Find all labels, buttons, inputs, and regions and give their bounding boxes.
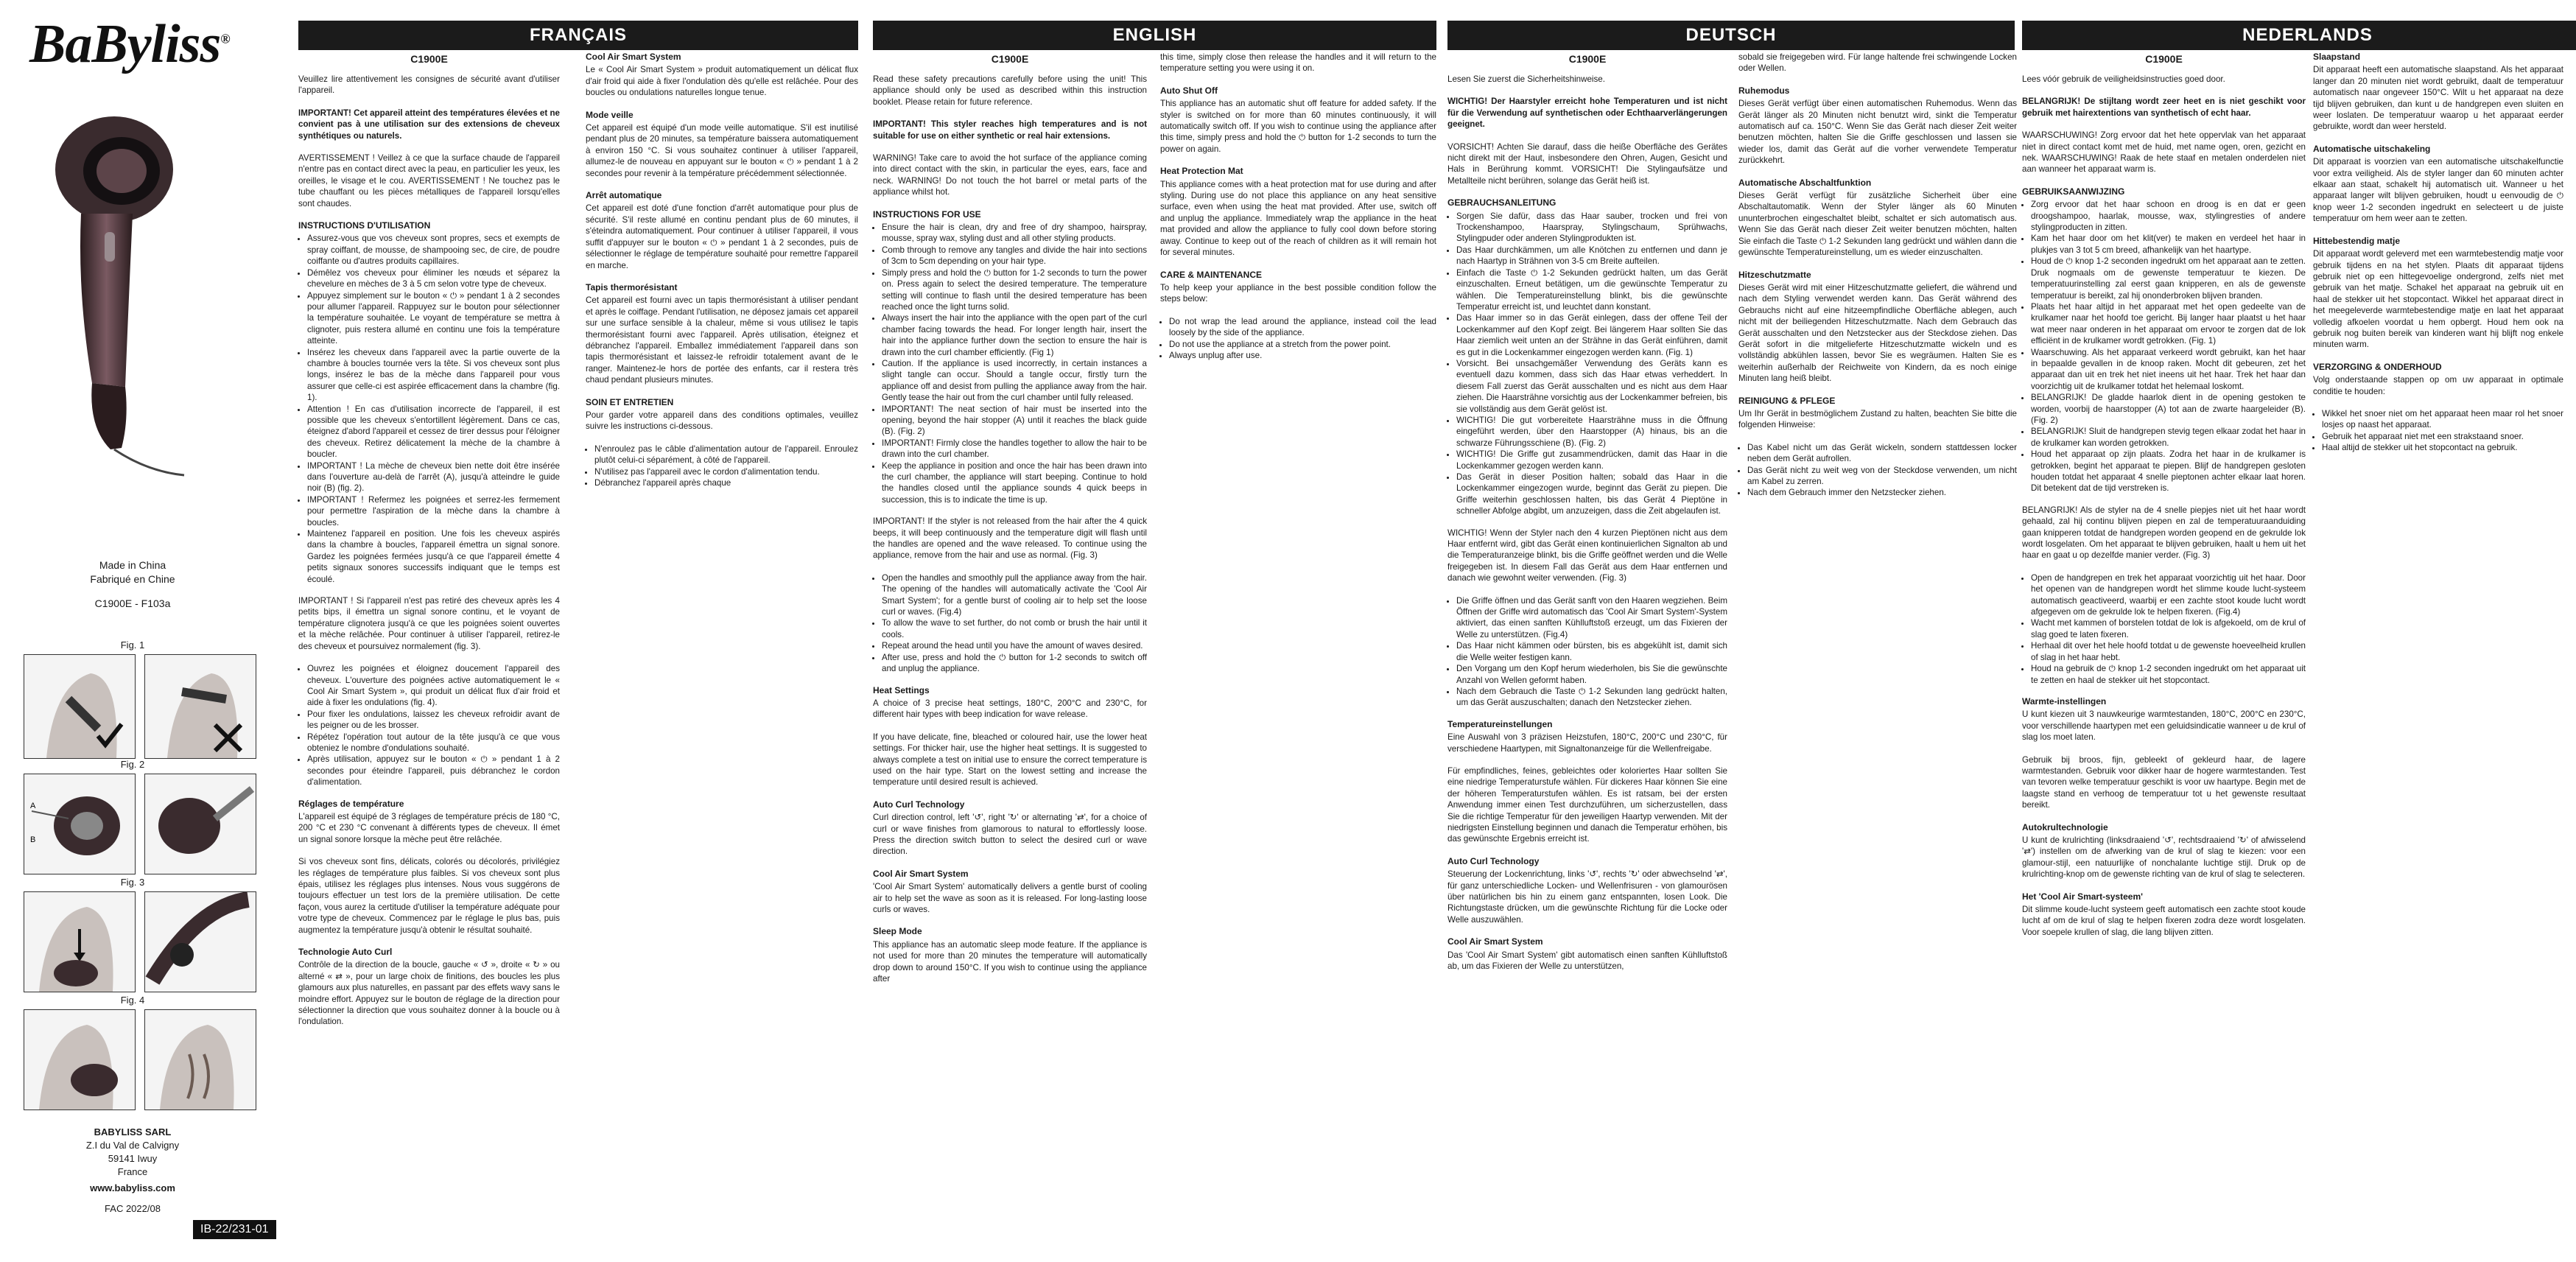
paragraph: Dieses Gerät wird mit einer Hitzeschutzmatte geliefert, die während und nach dem Styling verwendet werden kann. Das Gerät während des Gebrauchs nicht auf eine hitzeempfindliche Oberfläche ablegen, auch nicht mit der beiliegenden Hitzeschutzmatte. Nach dem Gebrauch das Gerät ausschalten und den Netzstecker aus der Steckdose ziehen. Das Gerät sofort in die mitgelieferte Hitzeschutzmatte wickeln und es vollständig abkühlen lassen, bevor Sie es wegräumen. Halten Sie es weiterhin außerhalb der Reichweite von Kindern, da es noch einige Minuten lang heiß bleibt.	[1738, 282, 2017, 384]
paragraph: Lees vóór gebruik de veiligheidsinstructies goed door.	[2022, 74, 2225, 84]
paragraph: Dit apparaat heeft een automatische slaapstand. Als het apparaat langer dan 20 minuten niet wordt gebruikt, daalt de temperatuur automatisch naar ongeveer 150°C. Wilt u het apparaat na deze tijd blijven gebruiken, dan kunt u de handgrepen even sluiten en weer loslaten. De temperatuur waarop u het apparaat eerder gebruikte, wordt dan weer hersteld.	[2313, 65, 2563, 132]
address-line-3: France	[117, 1166, 148, 1177]
text-column	[2313, 52, 2563, 464]
paragraph: A choice of 3 precise heat settings, 180°C, 200°C and 230°C, for different hair types with beep indication for wave release.	[873, 698, 1147, 720]
svg-text:A: A	[30, 802, 36, 810]
section-heading: Tapis thermorésistant	[586, 281, 678, 292]
language-header-deutsch: DEUTSCH	[1447, 21, 2015, 50]
section-heading: Arrêt automatique	[586, 190, 662, 201]
address-line-1: Z.I du Val de Calvigny	[85, 1140, 180, 1151]
paragraph: Contrôle de la direction de la boucle, gauche « ↺ », droite « ↻ » ou alterné « ⇄ », pour un large choix de finitions, des boucles les plus glamours aux plus naturelles, en passant par des effets wavy sans le moindre effort. Appuyez sur le bouton de réglage de la direction pour sélectionner la direction que vous souhaitez donner à la boucle ou à l'ondulation.	[298, 960, 560, 1027]
address-line-2: 59141 Iwuy	[108, 1153, 158, 1164]
section-heading: Ruhemodus	[1738, 85, 1790, 96]
list-item: • IMPORTANT ! La mèche de cheveux bien nette doit être insérée dans l'ouverture au-delà de l'arrêt (A), jusqu'à atteindre le guide noir (B) (fig. 2).	[307, 460, 560, 494]
model-number: C1900E	[410, 53, 448, 65]
text-column	[2022, 74, 2306, 949]
list-item: • Kam het haar door om het klit(ver) te maken en verdeel het haar in plukjes van 3 tot 5 cm breed, afhankelijk van het haartype.	[2031, 233, 2306, 256]
section-heading: Sleep Mode	[873, 926, 922, 937]
paragraph: U kunt kiezen uit 3 nauwkeurige warmtestanden, 180°C, 200°C en 230°C, voor verschillende haartypen met een geluidsindicatie wanneer u de krul of slag los moet laten.	[2022, 709, 2306, 743]
section-heading: INSTRUCTIONS D'UTILISATION	[298, 220, 431, 231]
section-heading: Temperatureinstellungen	[1447, 718, 1553, 729]
text-column	[1738, 52, 2017, 509]
list-item: • IMPORTANT! Firmly close the handles together to allow the hair to be drawn into the curl chamber.	[882, 438, 1147, 460]
list-item: • Comb through to remove any tangles and divide the hair into sections of 3cm to 5cm depending on your hair type.	[882, 245, 1147, 267]
list-item: • Wikkel het snoer niet om het apparaat heen maar rol het snoer losjes op naast het apparaat.	[2322, 408, 2563, 431]
section-heading: Cool Air Smart System	[586, 52, 681, 62]
text-column	[298, 74, 560, 1039]
model-number: C1900E	[991, 53, 1029, 65]
fig-1-label: Fig. 1	[120, 639, 145, 651]
fig-2b-image	[144, 774, 256, 874]
website: www.babyliss.com	[90, 1182, 175, 1193]
important-notice: IMPORTANT! This styler reaches high temperatures and is not suitable for use on either synthetic or real hair extensions.	[873, 119, 1147, 141]
paragraph: this time, simply close then release the handles and it will return to the temperature setting you were using it on.	[1160, 52, 1436, 74]
list-item: • Houd na gebruik de ⏻ knop 1-2 seconden ingedrukt om het apparaat uit te zetten en haal de stekker uit het stopcontact.	[2031, 663, 2306, 686]
section-heading: Auto Curl Technology	[1447, 855, 1540, 866]
list-item: • Repeat around the head until you have the amount of waves desired.	[882, 640, 1147, 651]
list-item: • Plaats het haar altijd in het apparaat met het open gedeelte van de krulkamer naar het hoofd toe gericht. Bij langer haar plaatst u het haar wat meer naar onderen in het apparaat om ervoor te zorgen dat de lok efficiënt in de krulkamer wordt getrokken. (Fig. 1)	[2031, 301, 2306, 347]
language-header-nederlands: NEDERLANDS	[2022, 21, 2576, 50]
fig-2-label: Fig. 2	[120, 759, 145, 770]
paragraph: Dieses Gerät verfügt für zusätzliche Sicherheit über eine Abschaltautomatik. Wenn der Styler länger als 60 Minuten ununterbrochen eingeschaltet bleibt, schaltet er sich automatisch aus. Wenn Sie das Gerät nach dieser Zeit weiter benutzen möchten, halten Sie einfach die Taste ⏻ 1-2 Sekunden lang gedrückt und wählen dann die gewünschte Temperatureinstellung, um es wieder einzuschalten.	[1738, 191, 2017, 258]
paragraph: This appliance has an automatic sleep mode feature. If the appliance is not used for more than 20 minutes the temperature will automatically drop down to around 150°C. If you wish to continue using the appliance after	[873, 939, 1147, 984]
paragraph: IMPORTANT! If the styler is not released from the hair after the 4 quick beeps, it will beep continuously and the temperature digit will flash until the handles are opened and the wave released. To continue using the appliance, remove from the hair and use as normal. (Fig. 3)	[873, 516, 1147, 561]
section-heading: Mode veille	[586, 109, 634, 120]
list-item: • Nach dem Gebrauch immer den Netzstecker ziehen.	[1747, 487, 2017, 498]
list-item: • Die Griffe öffnen und das Gerät sanft von den Haaren wegziehen. Beim Öffnen der Griffe wird automatisch das 'Cool Air Smart System'-System aktiviert, das einen sanften Kühlluftstoß erzeugt, um das Fixieren der Welle zu unterstützen. (Fig.4)	[1456, 595, 1727, 641]
list-item: • Gebruik het apparaat niet met een strakstaand snoer.	[2322, 431, 2563, 442]
paragraph: sobald sie freigegeben wird. Für lange haltende frei schwingende Locken oder Wellen.	[1738, 52, 2017, 74]
paragraph: Read these safety precautions carefully before using the unit! This appliance should only be used as described within this instruction booklet. Please retain for future reference.	[873, 74, 1147, 107]
section-heading: Autokrultechnologie	[2022, 821, 2108, 832]
paragraph: This appliance has an automatic shut off feature for added safety. If the styler is switched on for more than 60 minutes continuously, it will automatically switch off. If you wish to continue using the appliance after this time, simply press and hold the ⏻ button for 1-2 seconds to turn the power on again.	[1160, 99, 1436, 154]
list-item: • Insérez les cheveux dans l'appareil avec la partie ouverte de la chambre à boucles tournée vers la tête. Si vos cheveux sont plus longs, insérez le bas de la mèche dans l'appareil pour vous assurer que celle-ci est aspirée efficacement dans la chambre (fig. 1).	[307, 347, 560, 404]
section-heading: CARE & MAINTENANCE	[1160, 269, 1262, 280]
paragraph: AVERTISSEMENT ! Veillez à ce que la surface chaude de l'appareil n'entre pas en contact direct avec la peau, en particulier les yeux, les oreilles, le visage et le cou. AVERTISSEMENT ! Ne touchez pas le tube chauffant ou les pièces métalliques de l'appareil lorsqu'elles sont chaudes.	[298, 153, 560, 208]
list-item: • IMPORTANT ! Refermez les poignées et serrez-les fermement pour permettre l'aspiration de la mèche dans la chambre à boucles.	[307, 494, 560, 528]
list-item: • Do not use the appliance at a stretch from the power point.	[1169, 339, 1436, 350]
list-item: • Appuyez simplement sur le bouton « ⏻ » pendant 1 à 2 secondes pour allumer l'appareil. Rappuyez sur le bouton pour sélectionner la température souhaitée. Le voyant de température se mettra à clignoter, puis restera allumé en continu une fois la température atteinte.	[307, 290, 560, 347]
paragraph: Dit apparaat wordt geleverd met een warmtebestendig matje voor gebruik tijdens en na het stylen. Plaats dit apparaat tijdens gebruik niet op een hittegevoelige ondergrond, zelfs niet met gebruik van het matje. Schakel het apparaat na gebruik uit en haal de stekker uit het stopcontact. Wikkel het apparaat direct in het meegeleverde warmtebestendige matje en laat het apparaat volledig afkoelen voordat u hem opbergt. Houd hem ook na gebruik nog buiten bereik van kinderen want hij blijft nog enkele minuten warm.	[2313, 249, 2563, 350]
paragraph: WAARSCHUWING! Zorg ervoor dat het hete oppervlak van het apparaat niet in direct contact komt met de huid, met name ogen, oren, gezicht en nek. WAARSCHUWING! Raak de hete staaf en metalen onderdelen niet aan wanneer het apparaat warm is.	[2022, 130, 2306, 175]
paragraph: Pour garder votre appareil dans des conditions optimales, veuillez suivre les instructions ci-dessous.	[586, 410, 858, 432]
section-heading: Auto Shut Off	[1160, 85, 1218, 96]
bullet-list	[1160, 316, 1436, 362]
paragraph: Dit apparaat is voorzien van een automatische uitschakelfunctie voor extra veiligheid. Als de styler langer dan 60 minuten achter elkaar aan staat, schakelt hij automatisch uit. Wanneer u het apparaat langer wilt blijven gebruiken, houdt u eenvoudig de ⏻ knop weer 1-2 seconden ingedrukt en selecteert u de juiste temperatuur om hem weer aan te zetten.	[2313, 157, 2563, 224]
section-heading: Automatische Abschaltfunktion	[1738, 177, 1872, 188]
list-item: • Das Haar durchkämmen, um alle Knötchen zu entfernen und dann je nach Haartyp in Strähnen von 3-5 cm Breite aufteilen.	[1456, 245, 1727, 267]
section-heading: Hittebestendig matje	[2313, 235, 2401, 246]
section-heading: Auto Curl Technology	[873, 799, 965, 810]
paragraph: Für empfindliches, feines, gebleichtes oder koloriertes Haar sollten Sie eine niedrige Temperaturstufe wählen. Für dickeres Haar können Sie eine der höheren Temperaturstufen wählen. Es ist ratsam, bei der ersten Anwendung immer einen Test durchzuführen, um sicherzustellen, dass Sie die richtige Temperatur für den jeweiligen Haartyp verwenden. Mit der niedrigsten Einstellung beginnen und danach die Temperatur erhöhen, bis das gewünschte Ergebnis erreicht ist.	[1447, 765, 1727, 844]
section-heading: Warmte-instellingen	[2022, 695, 2107, 707]
list-item: • Démêlez vos cheveux pour éliminer les nœuds et séparez la chevelure en mèches de 3 à 5 cm selon votre type de cheveux.	[307, 267, 560, 290]
bullet-list	[873, 572, 1147, 675]
brand-logo: BaByliss®	[29, 14, 230, 74]
list-item: • N'utilisez pas l'appareil avec le cordon d'alimentation tendu.	[594, 466, 858, 477]
list-item: • Maintenez l'appareil en position. Une fois les cheveux aspirés dans la chambre à boucles, l'appareil émettra un signal sonore. Gardez les poignées fermées jusqu'à ce que l'appareil émette 4 petits signaux sonores successifs indiquant que le temps est écoulé.	[307, 528, 560, 585]
bullet-list	[2313, 408, 2563, 454]
fig-3b-image	[144, 891, 256, 992]
paragraph: WARNING! Take care to avoid the hot surface of the appliance coming into direct contact with the skin, in particular the eyes, ears, face and neck. WARNING! Do not touch the hot barrel or metal parts of the appliance whilst hot.	[873, 153, 1147, 197]
paragraph: Le « Cool Air Smart System » produit automatiquement un délicat flux d'air froid qui aide à fixer l'ondulation dès qu'elle est relâchée. Pour des boucles ou ondulations naturelles longue tenue.	[586, 65, 858, 98]
section-heading: VERZORGING & ONDERHOUD	[2313, 361, 2442, 372]
text-column	[873, 74, 1147, 995]
list-item: • To allow the wave to set further, do not comb or brush the hair until it cools.	[882, 617, 1147, 640]
section-heading: Hitzeschutzmatte	[1738, 269, 1811, 280]
list-item: • Zorg ervoor dat het haar schoon en droog is en dat er geen droogshampoo, haarlak, mousse, wax, stylingresties of andere stylingproducten in zitten.	[2031, 199, 2306, 233]
section-heading: Slaapstand	[2313, 52, 2361, 62]
bullet-list	[873, 222, 1147, 505]
list-item: • Das Kabel nicht um das Gerät wickeln, sondern stattdessen locker neben dem Gerät aufrollen.	[1747, 442, 2017, 465]
text-column	[1160, 52, 1436, 371]
made-in: Made in China	[99, 559, 166, 571]
fig-4-label: Fig. 4	[120, 995, 145, 1006]
paragraph: 'Cool Air Smart System' automatically delivers a gentle burst of cooling air to help set the wave as soon as it is released. For long-lasting loose curls or waves.	[873, 882, 1147, 914]
paragraph: Dieses Gerät verfügt über einen automatischen Ruhemodus. Wenn das Gerät länger als 20 Minuten nicht benutzt wird, sinkt die Temperatur automatisch auf ca. 150°C. Wenn Sie das Gerät nach dieser Zeit weiter benutzen möchten, halten Sie die Griffe geschlossen und lassen sie wieder los, damit das Gerät auf die vorher verwendete Temperatur zurückkehrt.	[1738, 99, 2017, 166]
list-item: • Débranchez l'appareil après chaque	[594, 477, 858, 488]
section-heading: GEBRUIKSAANWIJZING	[2022, 186, 2125, 197]
list-item: • Open de handgrepen en trek het apparaat voorzichtig uit het haar. Door het openen van de handgrepen wordt het slimme koude lucht-systeem automatisch geactiveerd, waarbij er een zachte stoot koude lucht wordt afgegeven om de gekrulde lok te helpen fixeren. (Fig.4)	[2031, 572, 2306, 618]
list-item: • IMPORTANT! The neat section of hair must be inserted into the opening, beyond the hair stopper (A) until it reaches the black guide (B). (Fig. 2)	[882, 404, 1147, 438]
paragraph: Das 'Cool Air Smart System' gibt automatisch einen sanften Kühlluftstoß ab, um das Fixieren der Welle zu unterstützen,	[1447, 950, 1727, 972]
section-heading: Cool Air Smart System	[873, 868, 969, 879]
paragraph: Lesen Sie zuerst die Sicherheitshinweise.	[1447, 74, 1605, 84]
list-item: • Das Haar nicht kämmen oder bürsten, bis es abgekühlt ist, damit sich die Welle weiter festigen kann.	[1456, 640, 1727, 663]
paragraph: If you have delicate, fine, bleached or coloured hair, use the lower heat settings. For thicker hair, use the higher heat settings. It is suggested to always complete a test on initial use to ensure the correct temperature is used on the hair type. Start on the lowest setting and increase the temperature until desired result is achieved.	[873, 732, 1147, 788]
paragraph: U kunt de krulrichting (linksdraaiend '↺', rechtsdraaiend '↻' of afwisselend '⇄') instellen om de afwerking van de krul of slag te kiezen: voor een glamour-stijl, een natuurlijke of nonchalante luchtige stijl. Druk op de krulrichting-knop om de gewenste richting van de krul of slag te selecteren.	[2022, 835, 2306, 880]
bullet-list	[2022, 199, 2306, 494]
paragraph: To help keep your appliance in the best possible condition follow the steps below:	[1160, 282, 1436, 304]
list-item: • Das Haar immer so in das Gerät einlegen, dass der offene Teil der Lockenkammer auf den Kopf zeigt. Bei längerem Haar sollten Sie das Haar ziemlich weit unten an der Strähne in das Gerät einführen, damit es gut in die Lockenkammer eingezogen werden kann. (Fig. 1)	[1456, 312, 1727, 358]
list-item: • Attention ! En cas d'utilisation incorrecte de l'appareil, il est possible que les cheveux s'entortillent légèrement. Dans ce cas, éteignez d'abord l'appareil et cessez de tirer dessus pour l'éloigner des cheveux. Retirez délicatement la mèche de la chambre à boucler.	[307, 404, 560, 460]
fig-3a-image	[24, 891, 136, 992]
bullet-list	[1447, 211, 1727, 517]
section-heading: REINIGUNG & PFLEGE	[1738, 395, 1836, 406]
list-item: • Nach dem Gebrauch die Taste ⏻ 1-2 Sekunden lang gedrückt halten, um das Gerät auszuschalten; danach den Netzstecker ziehen.	[1456, 686, 1727, 709]
bullet-list	[586, 444, 858, 489]
important-notice: WICHTIG! Der Haarstyler erreicht hohe Temperaturen und ist nicht für die Verwendung auf synthetischen oder Echthaarverlängerungen geeignet.	[1447, 97, 1727, 130]
list-item: • Houd het apparaat op zijn plaats. Zodra het haar in de krulkamer is getrokken, begint het apparaat te piepen. Blijf de handgrepen gesloten houden totdat het apparaat 4 snelle pieptonen achter elkaar laat horen. Dit betekent dat de tijd verstreken is.	[2031, 449, 2306, 494]
text-column	[1447, 74, 1727, 983]
list-item: • WICHTIG! Die gut vorbereitete Haarsträhne muss in die Öffnung eingeführt werden, über den Haarstopper (A) hinaus, bis an die schwarze Führungsschiene (B). (Fig. 2)	[1456, 415, 1727, 449]
paragraph: Gebruik bij broos, fijn, gebleekt of gekleurd haar, de lagere warmtestanden. Gebruik voor dikker haar de hogere warmtestanden. Test van tevoren welke temperatuur geschikt is voor uw haartype. Begin met de laagste stand en verhoog de temperatuur tot u het gewenste resultaat bereikt.	[2022, 754, 2306, 810]
list-item: • Vorsicht. Bei unsachgemäßer Verwendung des Geräts kann es eventuell dazu kommen, dass sich das Haar etwas verheddert. In diesem Fall zuerst das Gerät ausschalten und es nicht aus dem Haar ziehen. Die Haarsträhne vorsichtig aus der Lockenkammer befreien, bis sie vollständig aus dem Gerät gelöst ist.	[1456, 358, 1727, 415]
language-header-français: FRANÇAIS	[298, 21, 858, 50]
paragraph: Cet appareil est fourni avec un tapis thermorésistant à utiliser pendant et après le coiffage. Pendant l'utilisation, ne déposez jamais cet appareil sur une surface sensible à la chaleur, même si vous utilisez le tapis thermorésistant fourni avec l'appareil. Après utilisation, éteignez et débranchez l'appareil. Emballez immédiatement l'appareil dans son tapis thermorésistant et laissez-le refroidir totalement avant de le ranger. Maintenez-le hors de portée des enfants, car il restera très chaud pendant plusieurs minutes.	[586, 295, 859, 385]
language-header-english: ENGLISH	[873, 21, 1436, 50]
list-item: • Always insert the hair into the appliance with the open part of the curl chamber facing towards the head. For longer length hair, insert the hair into the appliance further down the section to ensure the hair is drawn into the curl chamber efficiently. (Fig 1)	[882, 312, 1147, 358]
fig-4b-image	[144, 1009, 256, 1110]
cover-panel	[0, 0, 280, 1262]
list-item: • Ensure the hair is clean, dry and free of dry shampoo, hairspray, mousse, spray wax, styling dust and all other styling products.	[882, 222, 1147, 245]
paragraph: This appliance comes with a heat protection mat for use during and after styling. During use do not place this appliance on any heat sensitive surface, even when using the heat mat provided. After use, switch off and unplug the appliance. Immediately wrap the appliance in the heat mat provided and allow the appliance to fully cool down before storing away. Continue to keep out of the reach of children as it will remain hot for several minutes.	[1160, 179, 1436, 258]
section-heading: Het 'Cool Air Smart-systeem'	[2022, 891, 2143, 902]
list-item: • Always unplug after use.	[1169, 350, 1436, 361]
list-item: • BELANGRIJK! De gladde haarlok dient in de opening gestoken te worden, voorbij de haarstopper (A) tot aan de zwarte haargeleider (B). (Fig. 2)	[2031, 392, 2306, 426]
list-item: • Das Gerät in dieser Position halten; sobald das Haar in die Lockenkammer eingezogen wurde, beginnt das Gerät zu piepen. Die Griffe weiterhin geschlossen halten, bis das Gerät 4 Pieptöne in schneller Abfolge abgibt, um anzuzeigen, dass die Zeit abgelaufen ist.	[1456, 472, 1727, 517]
paragraph: Um Ihr Gerät in bestmöglichem Zustand zu halten, beachten Sie bitte die folgenden Hinweise:	[1738, 408, 2017, 430]
company-name: BABYLISS SARL	[94, 1126, 172, 1137]
fig-3-label: Fig. 3	[120, 877, 145, 888]
list-item: • Sorgen Sie dafür, dass das Haar sauber, trocken und frei von Trockenshampoo, Haarspray, Stylingschaum, Sprühwachs, Stylingpuder oder anderen Stylingprodukten ist.	[1456, 211, 1727, 245]
section-heading: Automatische uitschakeling	[2313, 143, 2431, 154]
list-item: • Répétez l'opération tout autour de la tête jusqu'à ce que vous obteniez le nombre d'ondulations souhaité.	[307, 732, 560, 754]
section-heading: INSTRUCTIONS FOR USE	[873, 208, 981, 220]
brand-name: BaByliss	[29, 14, 221, 74]
list-item: • After use, press and hold the ⏻ button for 1-2 seconds to switch off and unplug the appliance.	[882, 652, 1147, 675]
text-column	[586, 52, 858, 499]
list-item: • Do not wrap the lead around the appliance, instead coil the lead loosely by the side of the appliance.	[1169, 316, 1436, 339]
list-item: • Wacht met kammen of borstelen totdat de lok is afgekoeld, om de krul of slag goed te laten fixeren.	[2031, 617, 2306, 640]
list-item: • N'enroulez pas le câble d'alimentation autour de l'appareil. Enroulez plutôt celui-ci séparément, à côté de l'appareil.	[594, 444, 858, 466]
list-item: • Den Vorgang um den Kopf herum wiederholen, bis Sie die gewünschte Anzahl von Wellen geformt haben.	[1456, 663, 1727, 686]
list-item: • Pour fixer les ondulations, laissez les cheveux refroidir avant de les peigner ou de les brosser.	[307, 709, 560, 732]
paragraph: Volg onderstaande stappen op om uw apparaat in optimale conditie te houden:	[2313, 375, 2563, 396]
list-item: • Haal altijd de stekker uit het stopcontact na gebruik.	[2322, 442, 2563, 453]
model-number: C1900E	[1568, 53, 1607, 65]
paragraph: L'appareil est équipé de 3 réglages de température précis de 180 °C, 200 °C et 230 °C convenant à différents types de cheveux. Il émet un signal sonore lorsque la mèche peut être relâchée.	[298, 811, 560, 844]
fabrique: Fabriqué en Chine	[90, 573, 175, 585]
paragraph: Steuerung der Lockenrichtung, links '↺', rechts '↻' oder abwechselnd '⇄', für ganz unterschiedliche Locken- und Wellenfrisuren - von glamourösen über natürlichen bis hin zu einem ganz entspannten, losen Look. Die Richtungstaste drücken, um die gewünschte Richtung für die Locke oder Welle auszuwählen.	[1447, 869, 1727, 925]
paragraph: WICHTIG! Wenn der Styler nach den 4 kurzen Pieptönen nicht aus dem Haar entfernt wird, gibt das Gerät einen kontinuierlichen Signalton ab und die Temperaturanzeige blinkt, bis die Griffe geöffnet werden und die Welle freigegeben ist. In diesem Fall das Gerät aus dem Haar entfernen und danach wie gewohnt weiter verwenden. (Fig. 3)	[1447, 527, 1727, 583]
list-item: • Open the handles and smoothly pull the appliance away from the hair. The opening of the handles will automatically activate the 'Cool Air Smart System'; for a gentle burst of cooling air to help set the loose curl or waves. (Fig.4)	[882, 572, 1147, 618]
bullet-list	[1447, 595, 1727, 709]
model-number: C1900E	[2145, 53, 2183, 65]
paragraph: IMPORTANT ! Si l'appareil n'est pas retiré des cheveux après les 4 petits bips, il émettra un signal sonore continu, et le voyant de température clignotera jusqu'à ce que les poignées soient ouvertes et la mèche relâchée. Pour continuer à utiliser l'appareil, retirez-le des cheveux et poursuivez normalement (fig. 3).	[298, 596, 560, 651]
list-item: • Houd de ⏻ knop 1-2 seconden ingedrukt om het apparaat aan te zetten. Druk nogmaals om de gewenste temperatuur te kiezen. De temperatuurinstelling zal eerst gaan knipperen, en als de gewenste temperatuur is bereikt, zal hij ononderbroken blijven branden.	[2031, 256, 2306, 301]
section-heading: Réglages de température	[298, 798, 404, 809]
list-item: • Après utilisation, appuyez sur le bouton « ⏻ » pendant 1 à 2 secondes pour éteindre l'appareil, puis débranchez le cordon d'alimentation.	[307, 754, 560, 788]
list-item: • Ouvrez les poignées et éloignez doucement l'appareil des cheveux. L'ouverture des poignées active automatiquement le « Cool Air Smart System », qui produit un délicat flux d'air froid et aide à fixer les ondulations (fig. 4).	[307, 663, 560, 709]
list-item: • Einfach die Taste ⏻ 1-2 Sekunden gedrückt halten, um das Gerät einzuschalten. Erneut betätigen, um die gewünschte Temperatur zu wählen. Die Temperatureinstellung blinkt, bis die gewünschte Temperatur erreicht ist, und leuchtet dann konstant.	[1456, 267, 1727, 313]
section-heading: Technologie Auto Curl	[298, 947, 393, 958]
document-code: IB-22/231-01	[193, 1220, 276, 1239]
fig-1a-image	[24, 654, 136, 759]
paragraph: Veuillez lire attentivement les consignes de sécurité avant d'utiliser l'appareil.	[298, 74, 560, 96]
list-item: • Assurez-vous que vos cheveux sont propres, secs et exempts de spray coiffant, de mousse, de shampooing sec, de cire, de poudre coiffante ou d'autres produits capillaires.	[307, 233, 560, 267]
important-notice: IMPORTANT! Cet appareil atteint des températures élevées et ne convient pas à une utilisation sur des extensions de cheveux synthétiques ou naturels.	[298, 108, 560, 141]
paragraph: Cet appareil est doté d'une fonction d'arrêt automatique pour plus de sécurité. S'il reste allumé en continu pendant plus de 60 minutes, il s'éteindra automatiquement. Pour continuer à utiliser l'appareil, il vous suffit d'appuyer sur le bouton « ⏻ » pendant 1 à 2 secondes, puis de sélectionner le réglage de température souhaité pour remettre l'appareil en marche.	[586, 203, 858, 270]
section-heading: Heat Protection Mat	[1160, 166, 1243, 177]
section-heading: Cool Air Smart System	[1447, 936, 1543, 947]
list-item: • Keep the appliance in position and once the hair has been drawn into the curl chamber, the appliance will start beeping. Continue to hold the handles closed until the appliance sounds 4 quick beeps in succession, this is to indicate the time is up.	[882, 460, 1147, 506]
list-item: • Das Gerät nicht zu weit weg von der Steckdose verwenden, um nicht am Kabel zu zerren.	[1747, 465, 2017, 488]
paragraph: Si vos cheveux sont fins, délicats, colorés ou décolorés, privilégiez les réglages de température plus faibles. Si vos cheveux sont plus épais, utilisez les réglages plus intenses. Nous vous suggérons de toujours effectuer un test lors de la première utilisation. De cette façon, vous aurez la certitude d'utiliser la température adéquate pour votre type de cheveux. Commencez par le réglage le plus bas, puis augmentez la température jusqu'à obtenir le résultat souhaité.	[298, 857, 560, 935]
bullet-list	[2022, 572, 2306, 686]
curler-product-image	[37, 103, 192, 486]
fac-date: FAC 2022/08	[105, 1203, 161, 1214]
paragraph: BELANGRIJK! Als de styler na de 4 snelle piepjes niet uit het haar wordt gehaald, zal hij continu blijven piepen en zal de temperatuuraanduiding gaan knipperen totdat de handgrepen worden geopend en de gekrulde lok wordt losgelaten. Om het apparaat te blijven gebruiken, haalt u hem uit het haar en gaat u op dezelfde manier verder. (Fig. 3)	[2022, 505, 2306, 561]
list-item: • Herhaal dit over het hele hoofd totdat u de gewenste hoeveelheid krullen of slag in het haar hebt.	[2031, 640, 2306, 663]
paragraph: VORSICHT! Achten Sie darauf, dass die heiße Oberfläche des Gerätes nicht direkt mit der Haut, insbesondere den Ohren, Augen, Gesicht und Hals in Berührung kommt. VORSICHT! Die Stylingaufsätze und Metallteile nicht berühren, solange das Gerät heiß ist.	[1447, 141, 1727, 186]
paragraph: Eine Auswahl von 3 präzisen Heizstufen, 180°C, 200°C und 230°C, für verschiedene Haartypen, mit Signaltonanzeige für die Wellenfreigabe.	[1447, 732, 1727, 754]
list-item: • Simply press and hold the ⏻ button for 1-2 seconds to turn the power on. Press again to select the desired temperature. The temperature setting will continue to flash until the desired temperature has been reached once the light turns solid.	[882, 267, 1147, 313]
bullet-list	[298, 663, 560, 788]
section-heading: GEBRAUCHSANLEITUNG	[1447, 197, 1557, 208]
model-code: C1900E - F103a	[94, 597, 171, 609]
paragraph: Dit slimme koude-lucht systeem geeft automatisch een zachte stoot koude lucht af om de krul of slag te helpen fixeren zodra deze wordt losgelaten. Voor soepele krullen of slag, die lang blijven zitten.	[2022, 905, 2306, 937]
paragraph: Curl direction control, left '↺', right '↻' or alternating '⇄', for a choice of curl or wave finishes from glamorous to natural to effortlessly loose. Press the direction switch button to select the desired curl or wave direction.	[873, 813, 1147, 857]
fig-1b-image	[144, 654, 256, 759]
svg-text:B: B	[30, 835, 36, 844]
section-heading: Heat Settings	[873, 684, 930, 695]
important-notice: BELANGRIJK! De stijltang wordt zeer heet en is niet geschikt voor gebruik met hairextentions van synthetisch of echt haar.	[2022, 97, 2306, 118]
list-item: • BELANGRIJK! Sluit de handgrepen stevig tegen elkaar zodat het haar in de krulkamer kan worden getrokken.	[2031, 426, 2306, 449]
section-heading: SOIN ET ENTRETIEN	[586, 396, 674, 407]
list-item: • Waarschuwing. Als het apparaat verkeerd wordt gebruikt, kan het haar in bepaalde gevallen in de knoop raken. Mocht dit gebeuren, zet het apparaat dan uit en trek het niet ineens uit het haar. Trek het haar dan voorzichtig uit de krulkamer totdat het helemaal loskomt.	[2031, 347, 2306, 393]
bullet-list	[298, 233, 560, 585]
list-item: • Caution. If the appliance is used incorrectly, in certain instances a slight tangle can occur. Should a tangle occur, firstly turn the appliance off and desist from pulling the appliance away from the hair. Gently tease the hair out from the curl chamber until fully released.	[882, 358, 1147, 404]
list-item: • WICHTIG! Die Griffe gut zusammendrücken, damit das Haar in die Lockenkammer gezogen werden kann.	[1456, 449, 1727, 472]
bullet-list	[1738, 442, 2017, 499]
fig-4a-image	[24, 1009, 136, 1110]
fig-2a-image	[24, 774, 136, 874]
paragraph: Cet appareil est équipé d'un mode veille automatique. S'il est inutilisé pendant plus de 20 minutes, sa température baissera automatiquement à environ 150 °C. Si vous souhaitez continuer à utiliser l'appareil, allumez-le de nouveau en appuyant sur le bouton « ⏻ » pendant 1 à 2 secondes pour revenir à la température précédemment sélectionnée.	[586, 123, 858, 178]
